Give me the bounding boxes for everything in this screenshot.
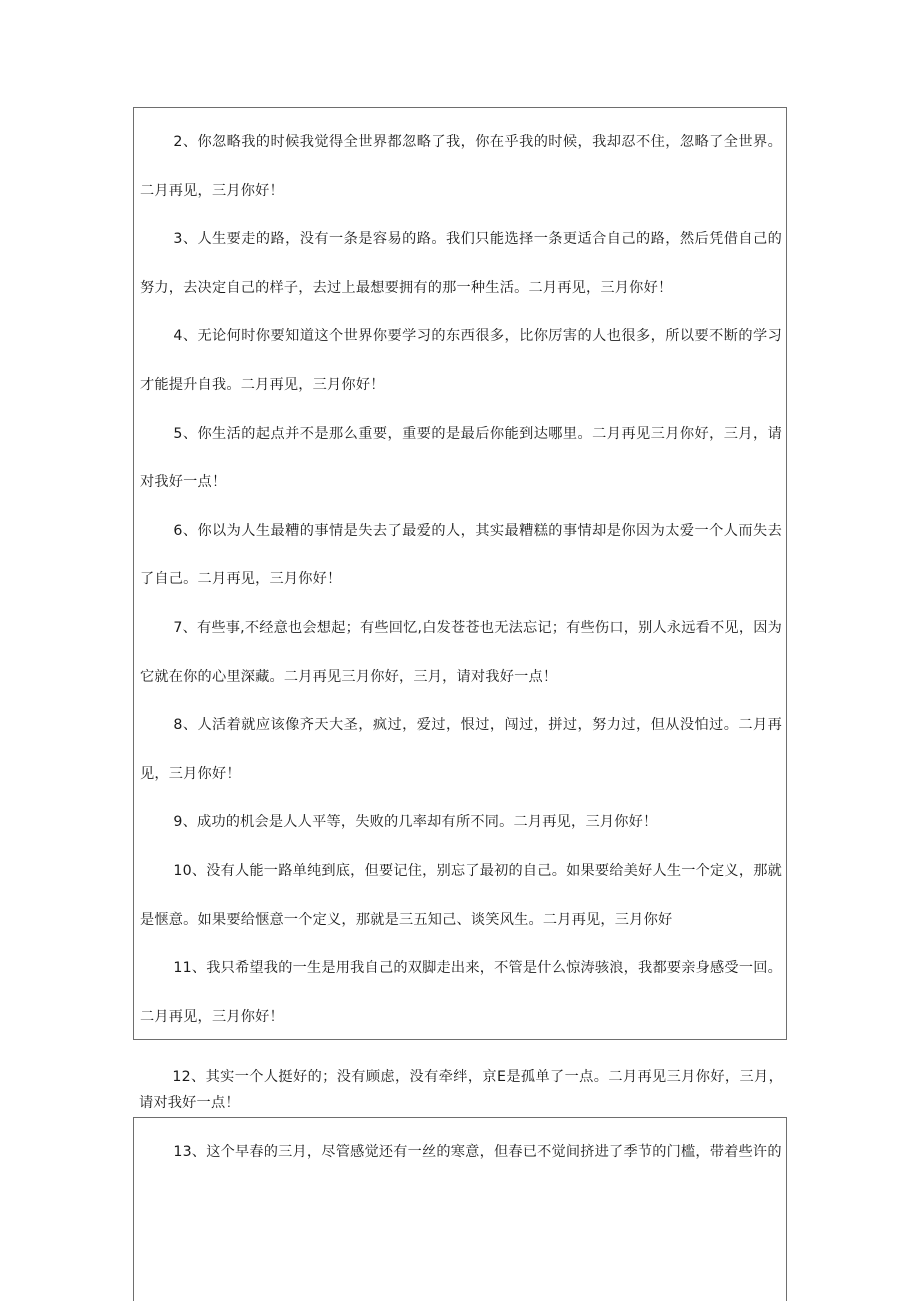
bordered-text-block-1 — [133, 107, 787, 1040]
paragraph-3: 3、人生要走的路，没有一条是容易的路。我们只能选择一条更适合自己的路，然后凭借自己的努力，去决定自己的样子，去过上最想要拥有的那一种生活。二月再见，三月你好！ — [140, 231, 782, 296]
paragraph-9: 9、成功的机会是人人平等，失败的几率却有所不同。二月再见，三月你好！ — [173, 814, 658, 831]
paragraph-7: 7、有些事,不经意也会想起；有些回忆,白发苍苍也无法忘记；有些伤口，别人永远看不见，因为它就在你的心里深藏。二月再见三月你好，三月，请对我好一点！ — [140, 619, 782, 685]
bordered-text-block-2 — [133, 1117, 787, 1301]
paragraph-11: 11、我只希望我的一生是用我自己的双脚走出来，不管是什么惊涛骇浪，我都要亲身感受一回。二月再见，三月你好！ — [140, 960, 782, 1025]
paragraph-8: 8、人活着就应该像齐天大圣，疯过，爱过，恨过，闯过，拼过，努力过，但从没怕过。二月再见，三月你好！ — [140, 717, 782, 782]
paragraph-13: 13、这个早春的三月，尽管感觉还有一丝的寒意，但春已不觉间挤进了季节的门槛，带着些许的 — [173, 1144, 782, 1160]
paragraph-10: 10、没有人能一路单纯到底，但要记住，别忘了最初的自己。如果要给美好人生一个定义，那就是惬意。如果要给惬意一个定义，那就是三五知己、谈笑风生。二月再见，三月你好 — [140, 862, 782, 928]
paragraph-6: 6、你以为人生最糟的事情是失去了最爱的人，其实最糟糕的事情却是你因为太爱一个人而失去了自己。二月再见，三月你好！ — [140, 522, 782, 588]
paragraph-4: 4、无论何时你要知道这个世界你要学习的东西很多，比你厉害的人也很多，所以要不断的学习才能提升自我。二月再见，三月你好！ — [140, 328, 782, 393]
paragraph-5: 5、你生活的起点并不是那么重要，重要的是最后你能到达哪里。二月再见三月你好，三月，请对我好一点！ — [140, 425, 782, 491]
paragraph-12: 12、其实一个人挺好的；没有顾虑，没有牵绊，京E是孤单了一点。二月再见三月你好，三月，请对我好一点！ — [139, 1069, 783, 1111]
paragraph-2: 2、你忽略我的时候我觉得全世界都忽略了我，你在乎我的时候，我却忍不住，忽略了全世界。二月再见，三月你好！ — [140, 134, 782, 199]
